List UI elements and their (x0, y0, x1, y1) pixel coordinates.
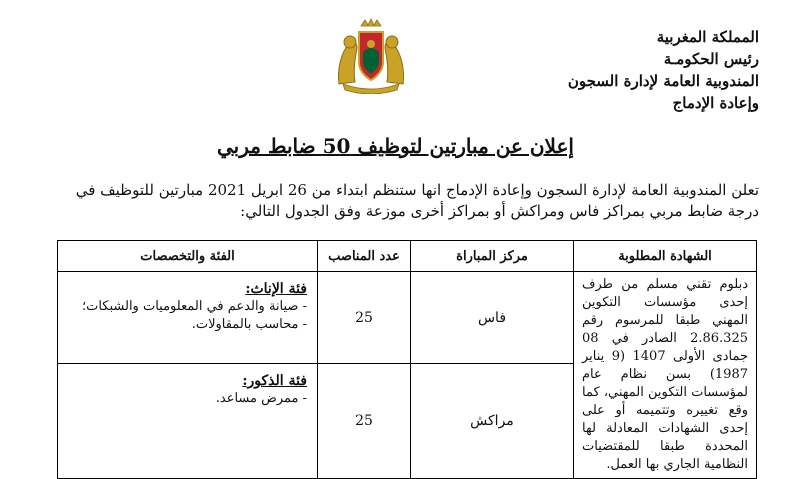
header-posts: عدد المناصب (318, 241, 411, 272)
delegation-name-line2: وإعادة الإدماج (672, 94, 759, 112)
center-cell: فاس (411, 272, 574, 364)
specialty-item: - محاسب بالمقاولات. (191, 317, 307, 332)
category-title: فئة الذكور: (242, 373, 307, 389)
posts-cell: 25 (318, 364, 411, 479)
specialty-item: - ممرض مساعد. (215, 391, 307, 406)
category-cell (58, 272, 318, 364)
table-header-row (58, 241, 757, 272)
intro-paragraph (29, 180, 759, 222)
moroccan-coat-of-arms-icon (335, 18, 407, 94)
intro-line-2: درجة ضابط مربي بمراكز فاس ومراكش أو بمراكز أخرى موزعة وفق الجدول التالي: (240, 202, 759, 220)
category-cell (58, 364, 318, 479)
header-certificate: الشهادة المطلوبة (574, 241, 757, 272)
header-category: الفئة والتخصصات (58, 241, 318, 272)
header-center: مركز المباراة (411, 241, 574, 272)
table-row (58, 272, 757, 364)
head-of-government: رئيس الحكومـة (663, 50, 759, 68)
posts-cell: 25 (318, 272, 411, 364)
certificate-cell: دبلوم تقني مسلم من طرف إحدى مؤسسات التكوين المهني طبقا للمرسوم رقم 2.86.325 الصادر في 08 جمادى الأولى 1407 (9 يناير 1987) بسن نظام عام لمؤسسات التكوين المهني، كما وقع تغييره وتتميمه أو على إحدى الشهادات المعادلة لها المحددة طبقا للمقتضيات النظامية الجاري بها العمل. (574, 272, 757, 479)
specialty-item: - صيانة والدعم في المعلوميات والشبكات؛ (81, 299, 307, 314)
intro-line-1: تعلن المندوبية العامة لإدارة السجون وإعادة الإدماج انها ستنظم ابتداء من 26 ابريل 2021 مبارتين للتوظيف في (75, 181, 759, 199)
announcement-title: إعلان عن مبارتين لتوظيف 50 ضابط مربي (217, 134, 574, 158)
category-title: فئة الإناث: (245, 281, 307, 297)
center-cell: مراكش (411, 364, 574, 479)
delegation-name-line1: المندوبية العامة لإدارة السجون (567, 72, 759, 90)
positions-table (57, 240, 757, 479)
kingdom-name: المملكة المغربية (656, 28, 759, 46)
header-block (568, 26, 759, 114)
